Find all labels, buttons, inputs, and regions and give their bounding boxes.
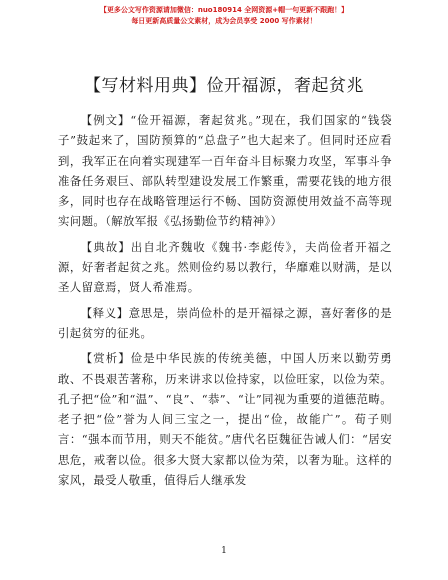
paragraph-text: 出自北齐魏收《魏书·李彪传》，夫尚俭者开福之源，好奢者起贫之兆。然则俭约易以教行，华靡难以财满，是以圣人留意焉，贤人希准焉。 xyxy=(58,239,392,295)
paragraph-source xyxy=(58,237,392,298)
paragraph-appreciation xyxy=(58,348,392,490)
paragraph-text: 意思是，崇尚俭朴的是开福禄之源，喜好奢侈的是引起贫穷的征兆。 xyxy=(58,305,392,340)
page-number: 1 xyxy=(221,546,227,556)
paragraph-example xyxy=(58,110,392,232)
paragraph-text: 俭是中华民族的传统美德，中国人历来以勤劳勇敢、不畏艰苦著称，历来讲求以俭持家，以俭旺家，以俭为荣。孔子把“俭”和“温”、“良”、“恭”、“让”同视为重要的道德范畴。老子把“俭”誉为人间三宝之一，提出“俭，故能广”。荀子则言：“强本而节用，则天不能贫。”唐代名臣魏征告诫人们：“居安思危，戒奢以俭。很多大贤大家都以俭为荣，以奢为耻。这样的家风，最受人敬重，值得后人继承发 xyxy=(58,351,392,488)
promo-banner-line-2: 每日更新高质量公文素材，成为会员享受 2000 写作素材！ xyxy=(131,17,317,25)
paragraph-tag: 【 赏析 】 xyxy=(81,351,131,365)
paragraph-tag: 【 典故 】 xyxy=(81,240,131,254)
paragraph-meaning xyxy=(58,303,392,344)
paragraph-tag: 【 释义 】 xyxy=(81,306,129,320)
promo-banner xyxy=(0,5,448,27)
paragraph-tag: 【 例文 】 xyxy=(81,113,131,127)
document-title: 【写材料用典】俭开福源，奢起贫兆 xyxy=(84,76,364,96)
promo-banner-line-1: 【更多公文写作资源请加微信：nuo180914 全网资源+帽一句更新不跟跑！】 xyxy=(99,6,349,14)
paragraph-text: “俭开福源，奢起贫兆。”现在，我们国家的“钱袋子”鼓起来了，国防预算的“总盘子”也大起来了。但同时还应看到，我军正在向着实现建军一百年奋斗目标聚力攻坚，军事斗争准备任务艰巨、部队转型建设发展工作繁重，需要花钱的地方很多，同时也存在战略管理运行不畅、国防资源使用效益不高等现实问题。（解放军报《弘扬勤俭节约精神》） xyxy=(58,113,393,229)
document-body xyxy=(58,110,392,495)
